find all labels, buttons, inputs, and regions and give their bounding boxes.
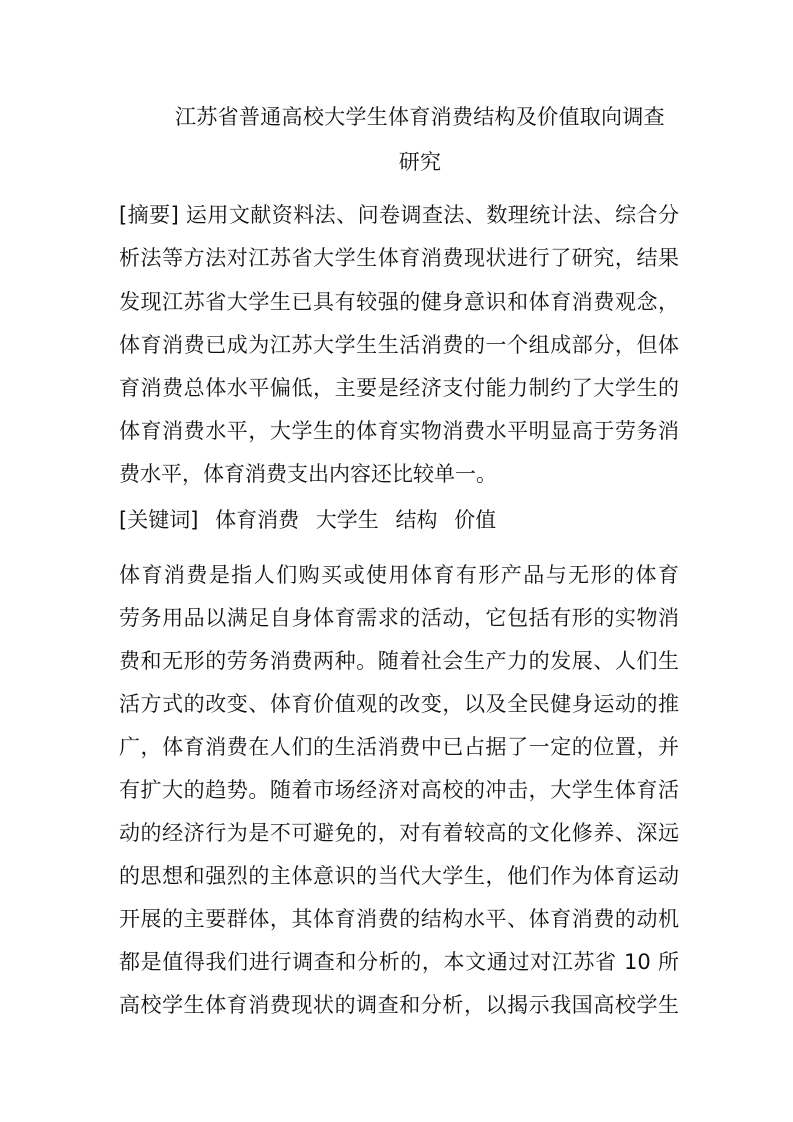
- abstract-line: 体育消费水平，大学生的体育实物消费水平明显高于劳务消: [119, 419, 679, 443]
- title-line-1: 江苏省普通高校大学生体育消费结构及价值取向调查: [175, 105, 665, 129]
- body-line: 劳务用品以满足自身体育需求的活动，它包括有形的实物消: [119, 606, 679, 630]
- body-line: 费和无形的劳务消费两种。随着社会生产力的发展、人们生: [119, 649, 679, 673]
- body-line: 高校学生体育消费现状的调查和分析，以揭示我国高校学生: [119, 993, 679, 1017]
- keywords-label: [关键词]: [119, 508, 199, 532]
- body-line: 动的经济行为是不可避免的，对有着较高的文化修养、深远: [119, 821, 679, 845]
- body-line: 活方式的改变、体育价值观的改变，以及全民健身运动的推: [119, 692, 679, 716]
- body-line: 开展的主要群体，其体育消费的结构水平、体育消费的动机: [119, 907, 679, 931]
- abstract-line: 发现江苏省大学生已具有较强的健身意识和体育消费观念，: [119, 290, 679, 314]
- body-line: 广，体育消费在人们的生活消费中已占据了一定的位置，并: [119, 735, 679, 759]
- body-line: 有扩大的趋势。随着市场经济对高校的冲击，大学生体育活: [119, 778, 679, 802]
- body-line: 体育消费是指人们购买或使用体育有形产品与无形的体育: [119, 563, 679, 587]
- abstract-line: 费水平，体育消费支出内容还比较单一。: [119, 462, 497, 486]
- keyword-item: 价值: [454, 508, 497, 532]
- keyword-item: 结构: [395, 508, 438, 532]
- abstract-line: 析法等方法对江苏省大学生体育消费现状进行了研究，结果: [119, 246, 679, 270]
- abstract-line: [摘要] 运用文献资料法、问卷调查法、数理统计法、综合分: [119, 203, 679, 227]
- body-line: 都是值得我们进行调查和分析的，本文通过对江苏省 10 所: [119, 950, 679, 974]
- abstract-line: 体育消费已成为江苏大学生生活消费的一个组成部分，但体: [119, 333, 679, 357]
- keywords-line: [119, 507, 506, 533]
- keyword-item: 体育消费: [215, 508, 300, 532]
- abstract-line: 育消费总体水平偏低，主要是经济支付能力制约了大学生的: [119, 376, 679, 400]
- keyword-item: 大学生: [315, 508, 379, 532]
- body-line: 的思想和强烈的主体意识的当代大学生，他们作为体育运动: [119, 864, 679, 888]
- title-line-2: 研究: [398, 150, 442, 174]
